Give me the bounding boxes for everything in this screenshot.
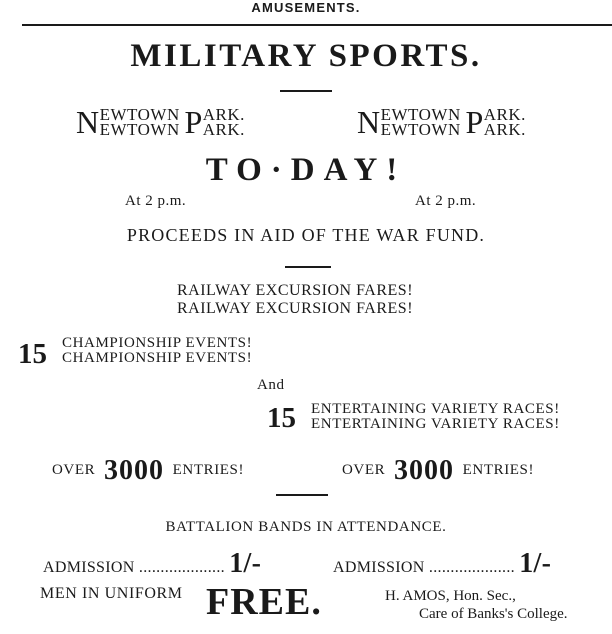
championship-line: CHAMPIONSHIP EVENTS! bbox=[62, 335, 253, 351]
secretary-address: Care of Banks's College. bbox=[419, 606, 568, 622]
entries-label: ENTRIES! bbox=[462, 462, 535, 478]
entries-left bbox=[52, 455, 244, 487]
proceeds-divider bbox=[285, 266, 331, 268]
venue-word: EWTOWN bbox=[99, 120, 180, 139]
secretary-block bbox=[385, 587, 568, 623]
venue-word: EWTOWN bbox=[99, 105, 180, 124]
title-divider bbox=[280, 90, 332, 92]
championship-line: CHAMPIONSHIP EVENTS! bbox=[62, 350, 253, 366]
park-word: ARK. bbox=[483, 120, 526, 139]
admission-dots: .................... bbox=[428, 559, 515, 576]
today-heading: TO·DAY! bbox=[205, 152, 407, 188]
variety-count: 15 bbox=[267, 402, 296, 434]
entries-over: OVER bbox=[52, 462, 96, 478]
and-text: And bbox=[257, 377, 285, 393]
proceeds-line: PROCEEDS IN AID OF THE WAR FUND. bbox=[126, 225, 486, 245]
time-right: At 2 p.m. bbox=[415, 193, 477, 209]
fares-block bbox=[177, 282, 413, 318]
admission-dots: .................... bbox=[138, 559, 225, 576]
venue-right bbox=[357, 104, 526, 140]
ad-title: MILITARY SPORTS. bbox=[130, 38, 482, 74]
championship-count: 15 bbox=[18, 338, 47, 370]
admission-right bbox=[333, 548, 551, 580]
park-word: ARK. bbox=[202, 105, 245, 124]
admission-label: ADMISSION bbox=[43, 559, 135, 576]
secretary-name: H. AMOS, Hon. Sec., bbox=[385, 588, 516, 604]
venue-word: EWTOWN bbox=[380, 120, 461, 139]
bands-line: BATTALION BANDS IN ATTENDANCE. bbox=[165, 519, 447, 535]
header-rule bbox=[22, 24, 612, 26]
park-word: ARK. bbox=[483, 105, 526, 124]
section-header: AMUSEMENTS. bbox=[251, 0, 361, 15]
entries-count: 3000 bbox=[103, 455, 164, 486]
time-left: At 2 p.m. bbox=[125, 193, 187, 209]
admission-label: ADMISSION bbox=[333, 559, 425, 576]
venue-initial: N bbox=[76, 104, 100, 140]
free-text: FREE. bbox=[206, 581, 322, 623]
admission-price: 1/- bbox=[519, 548, 552, 579]
admission-price: 1/- bbox=[229, 548, 262, 579]
admission-left bbox=[43, 548, 261, 580]
park-word: ARK. bbox=[202, 120, 245, 139]
fares-line: RAILWAY EXCURSION FARES! bbox=[177, 282, 414, 299]
fares-line: RAILWAY EXCURSION FARES! bbox=[177, 300, 414, 317]
venue-left bbox=[76, 104, 245, 140]
entries-over: OVER bbox=[342, 462, 386, 478]
entries-right bbox=[342, 455, 534, 487]
entries-divider bbox=[276, 494, 328, 496]
park-initial: P bbox=[465, 104, 484, 140]
entries-count: 3000 bbox=[393, 455, 454, 486]
entries-label: ENTRIES! bbox=[172, 462, 245, 478]
uniform-label: MEN IN UNIFORM bbox=[40, 585, 183, 602]
venue-word: EWTOWN bbox=[380, 105, 461, 124]
park-initial: P bbox=[184, 104, 203, 140]
venue-initial: N bbox=[357, 104, 381, 140]
variety-line: ENTERTAINING VARIETY RACES! bbox=[311, 401, 560, 417]
variety-line: ENTERTAINING VARIETY RACES! bbox=[311, 416, 560, 432]
